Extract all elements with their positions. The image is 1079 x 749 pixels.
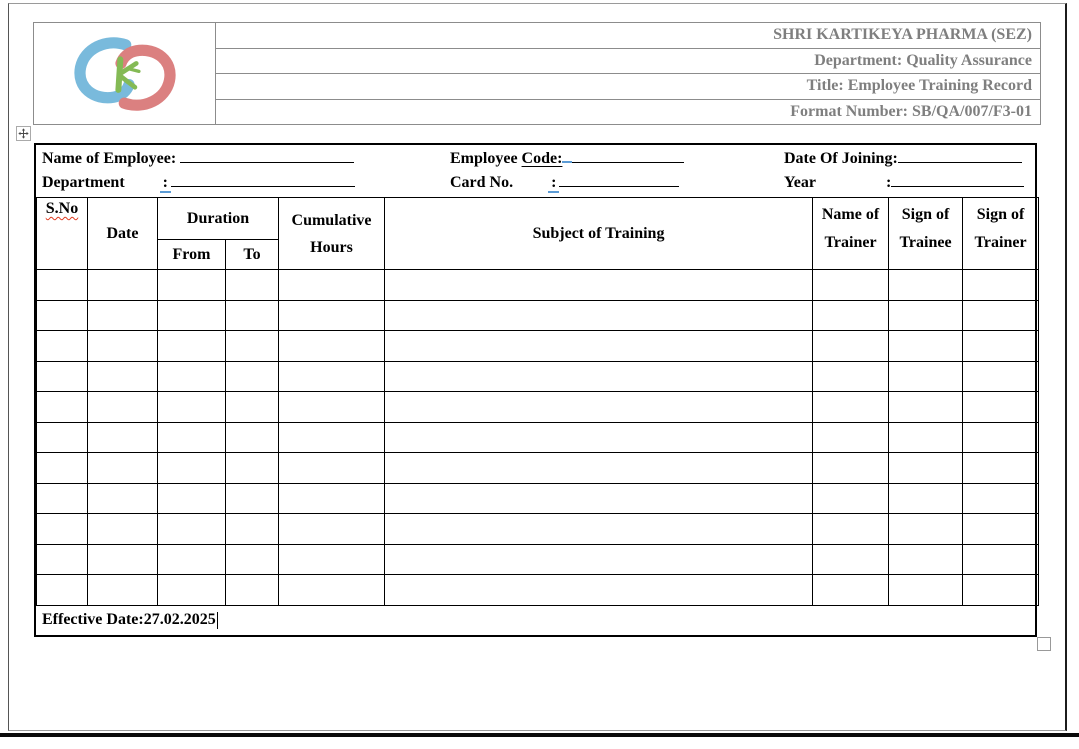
cell-to[interactable] — [226, 392, 279, 423]
employee-code-prefix: Employee — [450, 150, 518, 167]
employee-code-blank — [572, 150, 684, 163]
cell-to[interactable] — [226, 544, 279, 575]
cell-cumulative-hours[interactable] — [279, 453, 385, 484]
header-cumulative-hours: Cumulative Hours — [279, 198, 385, 270]
document-page — [8, 3, 1067, 731]
cell-sno[interactable] — [37, 270, 88, 301]
cell-sno[interactable] — [37, 544, 88, 575]
cell-name-of-trainer[interactable] — [813, 575, 889, 606]
cell-sno[interactable] — [37, 453, 88, 484]
employee-code-blue-underline — [562, 150, 572, 163]
table-row — [37, 483, 1039, 514]
empty-rows — [37, 270, 1039, 606]
info-line-1 — [36, 147, 1035, 171]
cell-name-of-trainer[interactable] — [813, 422, 889, 453]
cell-subject[interactable] — [385, 331, 813, 362]
cell-from[interactable] — [158, 544, 226, 575]
company-logo — [62, 33, 188, 115]
cell-from[interactable] — [158, 422, 226, 453]
cell-sign-of-trainer[interactable] — [963, 300, 1039, 331]
cell-name-of-trainer[interactable] — [813, 453, 889, 484]
cell-from[interactable] — [158, 453, 226, 484]
cell-subject[interactable] — [385, 422, 813, 453]
cell-sign-of-trainer[interactable] — [963, 575, 1039, 606]
header-band — [33, 22, 1041, 125]
cell-sign-of-trainer[interactable] — [963, 544, 1039, 575]
name-of-employee-blank — [180, 150, 354, 163]
cell-sign-of-trainer[interactable] — [963, 422, 1039, 453]
header-to: To — [226, 240, 279, 270]
cell-from[interactable] — [158, 270, 226, 301]
cell-sno[interactable] — [37, 361, 88, 392]
cell-cumulative-hours[interactable] — [279, 300, 385, 331]
cell-sno[interactable] — [37, 331, 88, 362]
cell-sno[interactable] — [37, 300, 88, 331]
header-name-of-trainer: Name of Trainer — [813, 198, 889, 270]
cell-from[interactable] — [158, 514, 226, 545]
effective-date-row[interactable] — [36, 606, 1035, 635]
cell-cumulative-hours[interactable] — [279, 270, 385, 301]
date-of-joining-blank — [898, 150, 1022, 163]
cell-cumulative-hours[interactable] — [279, 422, 385, 453]
cell-date[interactable] — [88, 514, 158, 545]
department-field — [42, 171, 355, 195]
cell-sno[interactable] — [37, 514, 88, 545]
cell-date[interactable] — [88, 544, 158, 575]
cell-sign-of-trainee[interactable] — [889, 392, 963, 423]
cell-to[interactable] — [226, 514, 279, 545]
header-sign-of-trainer: Sign of Trainer — [963, 198, 1039, 270]
cell-date[interactable] — [88, 270, 158, 301]
cell-subject[interactable] — [385, 453, 813, 484]
cell-name-of-trainer[interactable] — [813, 483, 889, 514]
cell-to[interactable] — [226, 422, 279, 453]
cell-cumulative-hours[interactable] — [279, 544, 385, 575]
card-no-field — [450, 171, 679, 195]
card-no-label: Card No. — [450, 174, 514, 191]
effective-date-text: Effective Date:27.02.2025 — [42, 611, 216, 628]
cell-sno[interactable] — [37, 483, 88, 514]
company-name-text: SHRI KARTIKEYA PHARMA (SEZ) — [773, 26, 1032, 44]
cell-name-of-trainer[interactable] — [813, 361, 889, 392]
header-date: Date — [88, 198, 158, 270]
name-of-employee-label: Name of Employee: — [42, 150, 177, 167]
table-resize-handle[interactable] — [1037, 637, 1051, 651]
move-icon — [18, 128, 29, 139]
cell-sign-of-trainee[interactable] — [889, 270, 963, 301]
cell-cumulative-hours[interactable] — [279, 514, 385, 545]
title-line — [216, 74, 1041, 100]
cell-date[interactable] — [88, 331, 158, 362]
department-line — [216, 49, 1041, 75]
table-row — [37, 514, 1039, 545]
window-bottom-edge — [0, 733, 1079, 737]
cell-name-of-trainer[interactable] — [813, 300, 889, 331]
table-row — [37, 544, 1039, 575]
cell-date[interactable] — [88, 483, 158, 514]
cell-subject[interactable] — [385, 544, 813, 575]
cell-from[interactable] — [158, 392, 226, 423]
cell-date[interactable] — [88, 300, 158, 331]
cell-from[interactable] — [158, 331, 226, 362]
cell-sign-of-trainee[interactable] — [889, 422, 963, 453]
cell-subject[interactable] — [385, 361, 813, 392]
table-row — [37, 392, 1039, 423]
cell-to[interactable] — [226, 575, 279, 606]
year-label: Year — [784, 174, 816, 191]
cell-sign-of-trainer[interactable] — [963, 331, 1039, 362]
cell-cumulative-hours[interactable] — [279, 483, 385, 514]
cell-sno[interactable] — [37, 575, 88, 606]
card-no-blank — [559, 174, 679, 187]
table-row — [37, 575, 1039, 606]
cell-to[interactable] — [226, 453, 279, 484]
header-sno — [37, 198, 88, 270]
cell-sign-of-trainer[interactable] — [963, 361, 1039, 392]
cell-name-of-trainer[interactable] — [813, 392, 889, 423]
table-row — [37, 453, 1039, 484]
year-blank — [891, 174, 1024, 187]
table-move-handle[interactable] — [16, 126, 31, 141]
info-line-2 — [36, 171, 1035, 195]
year-colon: : — [885, 174, 892, 191]
cell-date[interactable] — [88, 361, 158, 392]
cell-from[interactable] — [158, 575, 226, 606]
cell-from[interactable] — [158, 361, 226, 392]
year-field — [784, 171, 1024, 195]
department-label: Department — [42, 174, 125, 191]
table-row — [37, 361, 1039, 392]
format-number-text: Format Number: SB/QA/007/F3-01 — [790, 102, 1032, 120]
table-row — [37, 422, 1039, 453]
department-colon: : — [160, 174, 171, 193]
cell-sign-of-trainee[interactable] — [889, 483, 963, 514]
cell-date[interactable] — [88, 392, 158, 423]
cell-cumulative-hours[interactable] — [279, 331, 385, 362]
employee-code-word: Code: — [521, 150, 563, 167]
cell-to[interactable] — [226, 270, 279, 301]
cell-to[interactable] — [226, 361, 279, 392]
cell-sno[interactable] — [37, 422, 88, 453]
cell-name-of-trainer[interactable] — [813, 544, 889, 575]
title-text: Title: Employee Training Record — [806, 77, 1032, 95]
cell-sign-of-trainee[interactable] — [889, 514, 963, 545]
date-of-joining-label: Date Of Joining: — [784, 150, 898, 167]
cell-from[interactable] — [158, 483, 226, 514]
cell-date[interactable] — [88, 575, 158, 606]
cell-date[interactable] — [88, 422, 158, 453]
cell-name-of-trainer[interactable] — [813, 270, 889, 301]
table-row — [37, 270, 1039, 301]
employee-code-field — [450, 147, 684, 171]
cell-subject[interactable] — [385, 575, 813, 606]
cell-cumulative-hours[interactable] — [279, 575, 385, 606]
cell-name-of-trainer[interactable] — [813, 331, 889, 362]
header-duration: Duration — [158, 198, 279, 240]
training-grid — [36, 197, 1039, 606]
name-of-employee-field — [42, 147, 354, 171]
logo-cell — [33, 22, 216, 125]
cell-subject[interactable] — [385, 300, 813, 331]
cell-to[interactable] — [226, 483, 279, 514]
employee-info-block — [36, 145, 1035, 197]
format-number-line — [216, 100, 1041, 126]
cell-subject[interactable] — [385, 392, 813, 423]
cell-sign-of-trainer[interactable] — [963, 270, 1039, 301]
cell-from[interactable] — [158, 300, 226, 331]
header-sign-of-trainee: Sign of Trainee — [889, 198, 963, 270]
cell-sno[interactable] — [37, 392, 88, 423]
cell-subject[interactable] — [385, 270, 813, 301]
cell-sign-of-trainee[interactable] — [889, 331, 963, 362]
training-record-table — [34, 143, 1037, 637]
cell-sign-of-trainer[interactable] — [963, 483, 1039, 514]
cell-sign-of-trainee[interactable] — [889, 300, 963, 331]
header-subject-of-training: Subject of Training — [385, 198, 813, 270]
table-row — [37, 331, 1039, 362]
cell-subject[interactable] — [385, 483, 813, 514]
cell-sign-of-trainee[interactable] — [889, 453, 963, 484]
cell-sign-of-trainee[interactable] — [889, 361, 963, 392]
text-cursor — [217, 612, 219, 629]
cell-date[interactable] — [88, 453, 158, 484]
cell-subject[interactable] — [385, 514, 813, 545]
header-from: From — [158, 240, 226, 270]
date-of-joining-field — [784, 147, 1022, 171]
cell-sign-of-trainer[interactable] — [963, 392, 1039, 423]
cell-sign-of-trainer[interactable] — [963, 453, 1039, 484]
cell-to[interactable] — [226, 300, 279, 331]
cell-sign-of-trainer[interactable] — [963, 514, 1039, 545]
table-row — [37, 300, 1039, 331]
cell-cumulative-hours[interactable] — [279, 361, 385, 392]
cell-name-of-trainer[interactable] — [813, 514, 889, 545]
cell-sign-of-trainee[interactable] — [889, 544, 963, 575]
card-no-colon: : — [548, 174, 559, 193]
header-text-rows — [216, 22, 1041, 125]
cell-cumulative-hours[interactable] — [279, 392, 385, 423]
department-blank — [171, 174, 355, 187]
sno-text: S.No — [45, 200, 79, 217]
cell-to[interactable] — [226, 331, 279, 362]
cell-sign-of-trainee[interactable] — [889, 575, 963, 606]
company-name — [216, 22, 1041, 49]
department-text: Department: Quality Assurance — [814, 51, 1032, 69]
